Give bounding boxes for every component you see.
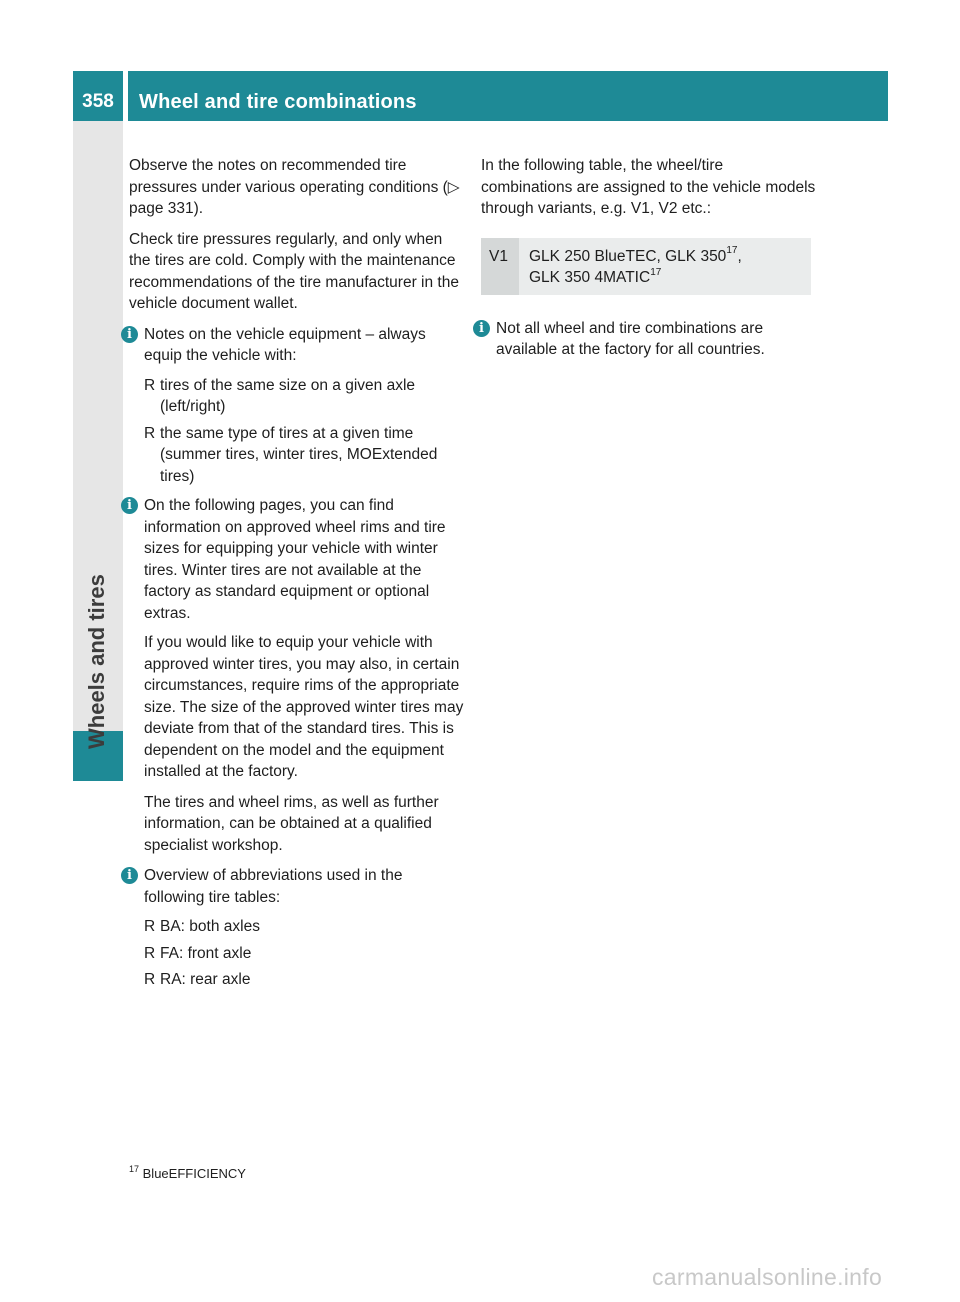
bullet-list xyxy=(129,916,464,991)
info-icon: i xyxy=(121,497,138,514)
variant-table xyxy=(481,238,811,295)
variant-line xyxy=(529,246,811,268)
bullet-icon: R xyxy=(144,971,156,988)
info-icon: i xyxy=(121,867,138,884)
info-note xyxy=(129,865,464,908)
footnote-text: BlueEFFICIENCY xyxy=(142,1166,246,1181)
paragraph: If you would like to equip your vehicle with approved winter tires, you may also, in certain circumstances, require rims of the appropriate size. The size of the approved winter tires may deviate from that of the standard tires. This is dependent on the model and the equipment installed at the factory. xyxy=(144,634,464,780)
info-note xyxy=(129,495,464,624)
list-item-text: the same type of tires at a given time (summer tires, winter tires, MOExtended tires) xyxy=(160,424,438,485)
info-note xyxy=(129,324,464,367)
variant-line xyxy=(529,267,811,289)
bullet-list xyxy=(129,375,464,488)
info-icon: i xyxy=(121,326,138,343)
bullet-icon: R xyxy=(144,376,156,394)
list-item-text: RA: rear axle xyxy=(160,971,251,988)
list-item xyxy=(144,375,464,418)
footnote-ref: 17 xyxy=(650,266,662,278)
right-column xyxy=(481,155,816,369)
info-text: Not all wheel and tire combinations are available at the factory for all countries. xyxy=(496,319,765,358)
punctuation: , xyxy=(737,247,742,265)
info-note xyxy=(481,318,816,361)
list-item xyxy=(144,423,464,488)
list-item-text: tires of the same size on a given axle (left/right) xyxy=(160,376,416,415)
info-text: Notes on the vehicle equipment – always equip the vehicle with: xyxy=(144,325,426,364)
bullet-icon: R xyxy=(144,918,156,935)
page-title: Wheel and tire combinations xyxy=(128,71,888,121)
page-number: 358 xyxy=(73,71,123,121)
variant-models xyxy=(519,238,811,295)
list-item xyxy=(144,969,464,991)
bullet-icon: R xyxy=(144,944,156,962)
footnote-ref: 17 xyxy=(726,245,738,257)
paragraph: Check tire pressures regularly, and only when the tires are cold. Comply with the maintenance recommendations of the tire manufacturer in the vehicle document wallet. xyxy=(129,230,459,312)
model-text: GLK 350 4MATIC xyxy=(529,269,651,286)
section-label: Wheels and tires xyxy=(84,574,109,749)
list-item xyxy=(144,943,464,965)
paragraph: Observe the notes on recommended tire pressures under various operating conditions (▷ page 331). xyxy=(129,157,460,217)
list-item xyxy=(144,916,464,938)
watermark: carmanualsonline.info xyxy=(652,1264,883,1290)
footnote xyxy=(129,1163,246,1181)
model-text: GLK 250 BlueTEC, GLK 350 xyxy=(529,247,727,265)
paragraph: The tires and wheel rims, as well as further information, can be obtained at a qualified specialist workshop. xyxy=(144,793,439,854)
footnote-marker: 17 xyxy=(129,1163,140,1174)
info-text: On the following pages, you can find information on approved wheel rims and tire sizes for equipping your vehicle with winter tires. Winter tires are not available at the factory as standard equipment or optional extras. xyxy=(144,497,446,622)
list-item-text: BA: both axles xyxy=(160,918,260,935)
list-item-text: FA: front axle xyxy=(160,944,252,962)
paragraph: In the following table, the wheel/tire combinations are assigned to the vehicle models through variants, e.g. V1, V2 etc.: xyxy=(481,157,816,217)
left-column xyxy=(129,155,464,999)
info-text: Overview of abbreviations used in the following tire tables: xyxy=(144,867,403,906)
bullet-icon: R xyxy=(144,424,156,442)
variant-key: V1 xyxy=(481,238,519,295)
info-icon: i xyxy=(473,320,490,337)
